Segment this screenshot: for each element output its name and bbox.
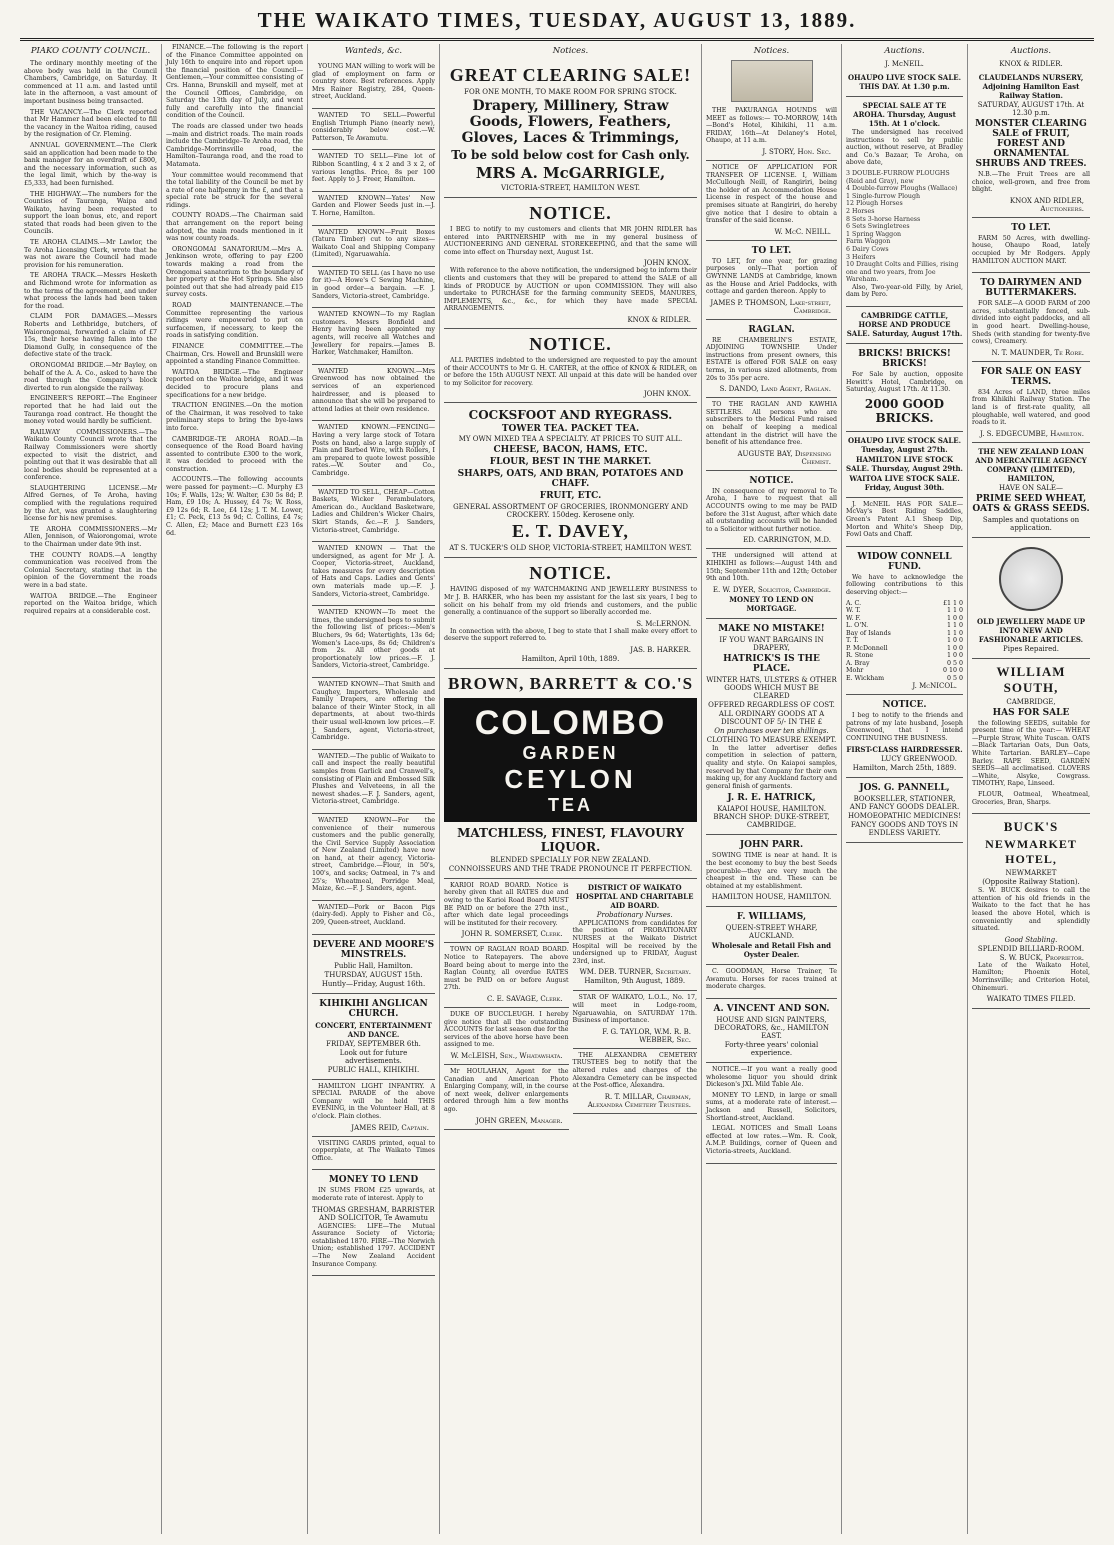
- council-paragraph: WAITOA BRIDGE.—The Engineer reported on the Waitoa bridge, which required repairs at a considerable cost.: [24, 592, 157, 615]
- contribution-amount: 0 10 0: [942, 667, 963, 675]
- wanted-ad-text: YOUNG MAN willing to work will be glad of employment on farm or country store. Best references. Apply Mrs Rainer Registry, 284, Queen-street, Auckland.: [312, 63, 435, 101]
- greenwood-notice: NOTICE. I beg to notify to the friends and patrons of my late husband, Joseph Greenwood, that I intend CONTINUING THE BUSINESS. FIRST-CLASS HAIRDRESSER. LUCY GREENWOOD. Hamilton, March 25th, 1889.: [846, 695, 963, 778]
- cambridge-cattle-sale: CAMBRIDGE CATTLE, HORSE AND PRODUCE SALE. Saturday, August 17th.: [846, 307, 963, 344]
- cemetery-notice: THE ALEXANDRA CEMETERY TRUSTEES beg to notify that the altered rules and charges of the Alexandra Cemetery can be inspected at the Post-office, Alexandra. R. T. MILLAR, Chairman, Alexandra Cemetery Trustees.: [573, 1049, 698, 1114]
- partnership-notice: NOTICE. I BEG to notify to my customers and clients that MR JOHN RIDLER has entered into PARTNERSHIP with me in my general business of AUCTIONEERING AND GENERAL STOREKEEPING, and that the same will come into effect on Thursday next, August 1st. JOHN KNOX. With reference to the above notification, the undersigned beg to inform their clients and customers that they will be prepared to attend the SALE of all kinds of PRODUCE by AUCTION or upon COMMISSION. They will also undertake to PURCHASE for the farming community SEEDS, MANURES, IMPLEMENTS, &c., &c., for which they have made SPECIAL ARRANGEMENTS. KNOX & RIDLER.: [444, 198, 697, 329]
- south-seeds-ad: WILLIAM SOUTH, CAMBRIDGE, HAS FOR SALE the following SEEDS, suitable for present time of the year:— WHEAT—Purple Straw, White Tuscan. OATS—Black Tartarian Oats, Dun Oats, White Tartarian. BARLEY—Cape Barley. RAPE SEED, GARDEN SEEDS—all acclimatised. CLOVERS—White, Alsyke, Cowgrass. TIMOTHY, Rape, Linseed. FLOUR, Oatmeal, Wheatmeal, Groceries, Bran, Sharps.: [972, 659, 1090, 815]
- council-heading: PIAKO COUNTY COUNCIL.: [30, 46, 151, 56]
- ohaupo-sale: OHAUPO LIVE STOCK SALE. THIS DAY. At 1.30 p.m.: [846, 69, 963, 97]
- hound-illustration: [731, 60, 813, 102]
- column-2: [162, 44, 308, 1534]
- mcneil-for-sale: J. McNEIL HAS FOR SALE—McVay's Best Riding Saddles, Green's Patent A.1 Sheep Dip, Morton and White's Sheep Dip, Fowl Oats and Chaff.: [846, 498, 963, 547]
- dyer-notice: THE undersigned will attend at KIHIKIHI as follows:—August 14th and 15th; September 11th and 12th; October 9th and 10th. E. W. DYER, Solicitor, Cambridge. MONEY TO LEND ON MORTGAGE.: [706, 549, 837, 618]
- farm-to-let: TO LET. FARM 50 Acres, with dwelling-house, Ohaupo Road, lately occupied by Mr Rodgers. Apply HAMILTON AUCTION MART.: [972, 218, 1090, 273]
- contributor-name: Mohr: [846, 667, 864, 675]
- council-paragraph: RAILWAY COMMISSIONERS.—The Waikato County Council wrote that the Railway Commissioners were shortly expected to visit the district, and pointing out that it was desirable that all local bodies should be represented at a conference.: [24, 428, 157, 482]
- wanted-ad-text: WANTED KNOWN—Fruit Boxes (Tatura Timber) cut to any sizes—Waikato Coal and Shipping Company (Limited), Ngaruawahia.: [312, 228, 435, 259]
- council-paragraph: FINANCE.—The following is the report of the Finance Committee appointed on July 16th to enquire into and report upon the financial position of the Council—Gentlemen,—Your committee consisting of Crs. Hanna, Brunskill and myself, met at the Council Offices, Cambridge, on Saturday the 13th day of July, and went fully and carefully into the financial condition of the Council.: [166, 44, 303, 120]
- contributor-name: W. T.: [846, 607, 861, 615]
- pork-ad: WANTED—Pork or Bacon Pigs (dairy-fed). Apply to Fisher and Co., 209, Queen-street, Auckland.: [312, 901, 435, 935]
- council-paragraph: WAITOA BRIDGE.—The Engineer reported on the Waitoa bridge, and it was decided to procure plans and specifications for a new bridge.: [166, 368, 303, 399]
- wanted-ad: [312, 542, 435, 606]
- column-6: [842, 44, 968, 1534]
- column-7: [968, 44, 1094, 1534]
- council-paragraph: COUNTY ROADS.—The Chairman said that arrangement on the report being adopted, the main roads mentioned in it was now county roads.: [166, 212, 303, 243]
- columns: [20, 44, 1094, 1534]
- wanted-ad: [312, 267, 435, 308]
- notices-heading: Notices.: [552, 46, 589, 56]
- sale-item: 1 Single-furrow Plough: [846, 192, 921, 200]
- council-paragraph: THE VACANCY.—The Clerk reported that Mr Hammer had been elected to fill the vacancy in the Waitoa riding, caused by the resignation of Cr. Fleming.: [24, 108, 157, 139]
- wanted-ad: [312, 606, 435, 678]
- council-paragraph: TRACTION ENGINES.—On the motion of the Chairman, it was resolved to take preliminary steps to bring the bye-laws into force.: [166, 402, 303, 432]
- clearing-sale-ad: GREAT CLEARING SALE! FOR ONE MONTH, TO MAKE ROOM FOR SPRING STOCK. Drapery, Millinery, Straw Goods, Flowers, Feathers, Gloves, Laces & Trimmings, To be sold below cost for Cash only. MRS A. McGARRIGLE, VICTORIA-STREET, HAMILTON WEST.: [444, 60, 697, 198]
- contribution-row: [846, 637, 963, 645]
- wanted-ad: [312, 421, 435, 485]
- column-5: [702, 44, 842, 1534]
- colombo-tea-banner: COLOMBO GARDEN CEYLON TEA: [444, 698, 697, 822]
- wanted-ads: [312, 60, 435, 901]
- wanted-ad: [312, 60, 435, 109]
- minstrels-ad: DEVERE AND MOORE'S MINSTRELS. Public Hall, Hamilton. THURSDAY, AUGUST 15th. Huntly—Friday, August 16th.: [312, 935, 435, 994]
- nursery-sale: CLAUDELANDS NURSERY, Adjoining Hamilton East Railway Station. SATURDAY, AUGUST 17th. At 12.30 p.m. MONSTER CLEARING SALE of FRUIT, FOREST AND ORNAMENTAL SHRUBS AND TREES. N.B.—The Fruit Trees are all choice, well-grown, and free from blight. KNOX AND RIDLER, Auctioneers.: [972, 69, 1090, 218]
- council-paragraph: The ordinary monthly meeting of the above body was held in the Council Chambers, Cambridge, on Saturday. It commenced at 11 a.m. and lasted until late in the afternoon, a vast amount of important business being transacted.: [24, 60, 157, 105]
- davey-ad: COCKSFOOT AND RYEGRASS. TOWER TEA. PACKET TEA. MY OWN MIXED TEA A SPECIALTY. AT PRICES TO SUIT ALL. CHEESE, BACON, HAMS, ETC. FLOUR, BEST IN THE MARKET. SHARPS, OATS, AND BRAN, POTATOES AND CHAFF. FRUIT, ETC. GENERAL ASSORTMENT OF GROCERIES, IRONMONGERY AND CROCKERY. 150deg. Kerosene only. E. T. DAVEY, AT S. TUCKER'S OLD SHOP, VICTORIA-STREET, HAMILTON WEST.: [444, 403, 697, 558]
- to-let-ad: TO LET. TO LET, for one year, for grazing purposes only—That portion of GWYNNE LANDS at Cambridge, known as the House and Ariel Paddocks, with cottage and garden thereon. Apply to JAMES P. THOMSON, Lake-street, Cambridge.: [706, 241, 837, 320]
- sale-item: 4 Double-furrow Ploughs (Wallace): [846, 185, 958, 193]
- council-paragraph: CLAIM FOR DAMAGES.—Messrs Roberts and Lethbridge, butchers, of Waiorongomai, forwarded a claim of £7 15s, their horse having fallen into the Diamond Gully, in consequence of the defective state of the track.: [24, 313, 157, 359]
- williams-ad: F. WILLIAMS, QUEEN-STREET WHARF, AUCKLAND. Wholesale and Retail Fish and Oyster Dealer.: [706, 907, 837, 965]
- parr-ad: JOHN PARR. SOWING TIME is near at hand. It is the best economy to buy the best Seeds procurable—they are very much the cheapest in the end. These can be obtained at my establishment. HAMILTON HOUSE, HAMILTON.: [706, 835, 837, 907]
- contribution-amount: 1 0 0: [946, 637, 963, 645]
- buccleugh-notice: DUKE OF BUCCLEUGH. I hereby give notice that all the outstanding ACCOUNTS for last season due for the services of the above horse have been assigned to me. W. McLEISH, Sen., Whatawhata.: [444, 1008, 569, 1065]
- council-paragraph: TE AROHA CLAIMS.—Mr Lawlor, the Te Aroha Licensing Clerk, wrote that he was not aware the Council had made provision for his remuneration.: [24, 239, 157, 269]
- upcoming-sales: OHAUPO LIVE STOCK SALE. Tuesday, August 27th. HAMILTON LIVE STOCK SALE. Thursday, August 29th. WAITOA LIVE STOCK SALE. Friday, August 30th.: [846, 432, 963, 498]
- te-aroha-sale: SPECIAL SALE AT TE AROHA. Thursday, August 15th. At 1 o'clock. The undersigned has received instructions to sell by public auction, without reserve, at Bradley and Co.'s Bazaar, Te Aroha, on above date, 3 DOUBLE-FURROW PLOUGHS (Reid and Gray), new 4 Double-furrow Ploughs (Wallace) 1 Single-furrow Plough 12 Plough Horses 2 Horses 8 Sets 3-horse Harness 6 Sets Swingletrees 1 Spring Waggon Farm Waggon 6 Dairy Cows 3 Heifers 10 Draught Colts and Fillies, rising one and two years, from Joe Wareham. Also, Two-year-old Filly, by Ariel, dam by Pero.: [846, 97, 963, 307]
- council-paragraph: ORONGOMAI SANATORIUM.—Mrs A. Jenkinson wrote, offering to pay £200 towards making a road from the Orongomai sanatorium to the boundary of her property at the Hot Springs. She also pointed out that she had already paid £15 survey costs.: [166, 245, 303, 299]
- council-paragraph: CAMBRIDGE–TE AROHA ROAD.—In consequence of the Road Board having assented to contribute £300 to the work, it was decided to proceed with the construction.: [166, 435, 303, 473]
- jeweller-ad: OLD JEWELLERY MADE UP INTO NEW AND FASHIONABLE ARTICLES. Pipes Repaired.: [972, 538, 1090, 659]
- council-paragraph: ACCOUNTS.—The following accounts were passed for payment:—C. Murphy £3 10s; F. Walls, 12s; W. Walter, £30 5s 8d; P. Ham, £9 10s; A. Hussey, £4 7s; W. Ross, £9 12s 6d; R. Lee, £4 12s; J. T. M. Lower, £1; C. Peck, £13 5s 9d; C. Collins, £4 7s; C. Allen, £2; Mace and Burnett £23 16s 6d.: [166, 476, 303, 537]
- widow-fund: WIDOW CONNELL FUND. We have to acknowledge the following contributions to this deserving object:— A. C. £1 1 0 W. T. 1 1 0 W. F. 1 0 0 L. O'N. 1 1 0 Bay of Islands 1 1 0 T. T. 1 0 0 P. McDonnell 1 0 0 R. Stone 1 0 0 A. Bray 0 5 0 Mohr 0 10 0 E. Wickham 0 5 0 J. McNICOL.: [846, 547, 963, 695]
- wanteds-heading: Wanteds, &c.: [344, 46, 403, 56]
- contributor-name: Bay of Islands: [846, 629, 891, 637]
- council-paragraph: THE COUNTY ROADS.—A lengthy communication was received from the Colonial Secretary, stating that in the opinion of the Government the roads were in a bad state.: [24, 551, 157, 589]
- contribution-row: [846, 600, 963, 608]
- notices-heading-2: Notices.: [753, 46, 790, 56]
- board-notices: [444, 879, 697, 1130]
- contributor-name: W. F.: [846, 614, 861, 622]
- contribution-amount: 1 0 0: [946, 614, 963, 622]
- wanted-ad-text: WANTED KNOWN—Yates' New Garden and Flower Seeds just in.—J. T. Horne, Hamilton.: [312, 194, 435, 217]
- visiting-cards-ad: VISITING CARDS printed, equal to copperplate, at The Waikato Times Office.: [312, 1137, 435, 1171]
- knox-ridler-name: KNOX & RIDLER.: [999, 60, 1063, 68]
- contribution-amount: 0 5 0: [946, 674, 963, 682]
- hounds-notice: THE PAKURANGA HOUNDS will MEET as follows:— TO-MORROW, 14th—Bond's Hotel, Kihikihi, 11 a.m. FRIDAY, 16th—At Delaney's Hotel, Ohaupo, at 11 a.m. J. STORY, Hon. Sec.: [706, 104, 837, 161]
- easy-terms-sale: FOR SALE ON EASY TERMS. 834 Acres of LAND, three miles from Kihikihi Railway Station. The land is of first-rate quality, all ploughable, well watered, and good roads to it. J. S. EDGECUMBE, Hamilton.: [972, 362, 1090, 443]
- goodman-ad: C. GOODMAN, Horse Trainer, Te Awamutu. Horses for races trained at moderate charges.: [706, 965, 837, 999]
- council-paragraph: FINANCE COMMITTEE.—The Chairman, Crs. Howell and Brunskill were appointed a standing Finance Committee.: [166, 342, 303, 366]
- council-report-continued: [166, 44, 303, 537]
- license-notice: NOTICE OF APPLICATION FOR TRANSFER OF LICENSE. I, William McCullough Neill, of Rangiriri, being the holder of an Accommodation House License in respect of the house and premises situate at Rangiriri, do hereby give notice that I desire to obtain a transfer of the said license. W. McC. NEILL.: [706, 161, 837, 241]
- wanted-ad-text: WANTED TO SELL—Powerful English Triumph Piano (nearly new), considerably below cost.—W. Patterson, Te Awamutu.: [312, 111, 435, 142]
- contributor-name: P. McDonnell: [846, 644, 888, 652]
- watchmaking-notice: NOTICE. HAVING disposed of my WATCHMAKING AND JEWELLERY BUSINESS to Mr J. B. HARKER, who has been my assistant for the last six years, I beg to solicit on his behalf from my old friends and customers, and the public generally, a continuance of the support so liberally accorded me. S. McLERNON. In connection with the above, I beg to state that I shall make every effort to deserve the support referred to. JAS. B. HARKER. Hamilton, April 10th, 1889.: [444, 558, 697, 669]
- contribution-row: [846, 660, 963, 668]
- contribution-row: [846, 667, 963, 675]
- accounts-notice: NOTICE. ALL PARTIES indebted to the undersigned are requested to pay the amount of their ACCOUNTS to Mr G. H. CARTER, at the office of KNOX & RIDLER, on or before the 15th AUGUST NEXT. All unpaid at this date will be handed over to my Solicitor for recovery. JOHN KNOX.: [444, 329, 697, 403]
- karioi-notice: KARIOI ROAD BOARD. Notice is hereby given that all RATES due and owing to the Karioi Road Board MUST BE PAID on or before the 27th inst., after which date legal proceedings will be instituted for their recovery. JOHN R. SOMERSET, Clerk.: [444, 879, 569, 944]
- wanted-ad-text: WANTED TO SELL, CHEAP—Cotton Baskets, Wicker Perambulators, American do., Auckland Basketware, Ladies and Children's Wicker Chairs, Skirt Stands, &c.—F. J. Sanders, Victoria-street, Cambridge.: [312, 488, 435, 534]
- houlahan-notice: Mr HOULAHAN, Agent for the Canadian and American Photo Enlarging Company, will, in the course of next week, deliver enlargements ordered through him a few months ago. JOHN GREEN, Manager.: [444, 1065, 569, 1130]
- wanted-ad: [312, 814, 435, 901]
- wanted-ad: [312, 192, 435, 226]
- wanted-ad: [312, 365, 435, 422]
- sale-item: 6 Sets Swingletrees: [846, 223, 910, 231]
- misc-notices: NOTICE.—If you want a really good wholesome liquor you should drink Dickeson's JXL Mild Table Ale. MONEY TO LEND, in large or small sums, at a moderate rate of interest.—Jackson and Russell, Solicitors, Shortland-street, Auckland. LEGAL NOTICES and Small Loans effected at low rates.—Wm. R. Cook, A.M.P. Buildings, corner of Queen and Victoria-streets, Auckland.: [706, 1063, 837, 1164]
- lodge-notice: STAR OF WAIKATO, L.O.L., No. 17, will meet in Lodge-room, Ngaruawahia, on SATURDAY 17th. Business of importance. F. G. TAYLOR, W.M. R. B. WEBBER, Sec.: [573, 991, 698, 1048]
- sale-item: 1 Spring Waggon: [846, 230, 902, 238]
- contribution-amount: 0 5 0: [946, 659, 963, 667]
- contribution-row: [846, 615, 963, 623]
- contribution-amount: 1 1 0: [946, 607, 963, 615]
- auctions-heading: Auctions.: [884, 46, 925, 56]
- wanted-ad: [312, 486, 435, 543]
- contributor-name: E. Wickham: [846, 674, 885, 682]
- council-paragraph: TE AROHA TRACK.—Messrs Hesketh and Richmond wrote for information as to the terms of the agreement, and under what process the lands had been taken for the road.: [24, 272, 157, 310]
- sale-item: 6 Dairy Cows: [846, 245, 889, 253]
- wanted-ad: [312, 678, 435, 750]
- contribution-row: [846, 645, 963, 653]
- masthead: [20, 8, 1094, 41]
- council-paragraph: Your committee would recommend that the total liability of the Council be met by a rate of one halfpenny in the £, and that a special rate be struck for the several ridings.: [166, 171, 303, 209]
- contribution-amount: £1 1 0: [942, 599, 963, 607]
- auctions-heading-2: Auctions.: [1010, 46, 1052, 56]
- wanted-ad-text: WANTED KNOWN—That Smith and Caughey, Importers, Wholesale and Family Drapers, are offering the balance of their Winter Stock, in all departments, at about two-thirds their usual well-known low prices.—F. J. Sanders, agent, Victoria-street, Cambridge.: [312, 681, 435, 742]
- mcneil-name: J. McNEIL.: [885, 60, 924, 68]
- wanted-ad: [312, 150, 435, 191]
- contribution-row: [846, 675, 963, 683]
- contribution-row: [846, 630, 963, 638]
- council-paragraph: ANNUAL GOVERNMENT.—The Clerk said an application had been made to the bank manager for an overdraft of £800, and the necessary information, such as the legal limit, which by the-way is £5,333, had been furnished.: [24, 141, 157, 187]
- wanted-ad-text: WANTED TO SELL—Fine lot of Ribbon Scantling, 4 x 2 and 3 x 2, of various lengths. Price, 8s per 100 feet. Apply to J. Freer, Hamilton.: [312, 153, 435, 184]
- money-to-lend-ad: MONEY TO LEND IN SUMS FROM £25 upwards, at moderate rate of interest. Apply to THOMAS GRESHAM, BARRISTER AND SOLICITOR, Te Awamutu AGENCIES: LIFE—The Mutual Assurance Society of Victoria; established 1870. FIRE—The Norwich Union; established 1797. ACCIDENT—The New Zealand Accident Insurance Company.: [312, 1170, 435, 1276]
- sale-item: 3 DOUBLE-FURROW PLOUGHS (Reid and Gray), new: [846, 169, 950, 185]
- sale-items-list: [846, 170, 963, 284]
- council-report: [24, 60, 157, 615]
- wanted-ad-text: WANTED KNOWN—To meet the times, the undersigned begs to submit the following list of prices:—Men's Bluchers, 9s 6d; Watertights, 13s 6d; Women's Lace-ups, 8s 6d; Children's from 2s. All other goods at proportionately low prices.—F. J. Sanders, Victoria-street, Cambridge.: [312, 609, 435, 670]
- column-1: [20, 44, 162, 1534]
- wanted-ad-text: WANTED KNOWN — That the undersigned, as agent for Mr J. A. Cooper, Victoria-street, Auckland, takes measures for every description of Hats and Caps. Ladies and Gents' own materials made up.—F. J. Sanders, Victoria-street, Cambridge.: [312, 545, 435, 598]
- bricks-sale: BRICKS! BRICKS! BRICKS! For Sale by auction, opposite Hewitt's Hotel, Cambridge, on Saturday, August 17th. At 11.30. 2000 GOOD BRICKS.: [846, 344, 963, 432]
- contributor-name: L. O'N.: [846, 622, 869, 630]
- contribution-amount: 1 1 0: [946, 629, 963, 637]
- council-paragraph: The roads are classed under two heads—main and district roads. The main roads include the Cambridge–Te Aroha road, the Cambridge–Morrinsville road, the Hamilton–Tauranga road, and the road to Matamata.: [166, 122, 303, 168]
- council-paragraph: THE HIGHWAY.—The numbers for the Counties of Tauranga, Waipa and Waikato, having been requested to support the loan bonus, etc, and report stated that roads had been given to the Councils.: [24, 190, 157, 236]
- dairy-farm-sale: TO DAIRYMEN AND BUTTERMAKERS. FOR SALE—A GOOD FARM of 200 acres, substantially fenced, sub-divided into eight paddocks, and all in good heart. Dwelling-house, Sheds (with standing for twenty-five cows), Creamery. N. T. MAUNDER, Te Rore.: [972, 273, 1090, 362]
- infantry-ad: HAMILTON LIGHT INFANTRY. A SPECIAL PARADE of the above Company will be held THIS EVENING, in the Volunteer Hall, at 8 o'clock. Plain clothes. JAMES REID, Captain.: [312, 1080, 435, 1137]
- masthead-title: THE WAIKATO TIMES, TUESDAY, AUGUST 13, 1889.: [257, 8, 857, 32]
- wanted-ad-text: WANTED KNOWN—For the convenience of their numerous customers and the public generally, the Civil Service Supply Association of New Zealand (Limited) have now on hand, at their agency, Victoria-street, Cambridge.—Flour, in 50's, 100's, and sacks; Oatmeal, in 7's and 25's; Wheatmeal, Porridge Meal, Maize, &c.—F. J. Sanders, agent.: [312, 816, 435, 893]
- contribution-row: [846, 652, 963, 660]
- wanted-ad-text: WANTED KNOWN.—FENCING—Having a very large stock of Totara Posts on hand, also a large supply of Plain and Barbed Wire, with Rollers, I am prepared to quote lowest possible rates.—W. Souter and Co., Cambridge.: [312, 424, 435, 477]
- wanted-ad: [312, 308, 435, 365]
- sale-item: 8 Sets 3-horse Harness: [846, 215, 921, 223]
- council-paragraph: TE AROHA COMMISSIONERS.—Mr Allen, Jennison, of Waiorongomai, wrote to the Chairman under date 9th inst.: [24, 525, 157, 549]
- raglan-road-board-notice: TOWN OF RAGLAN ROAD BOARD. Notice to Ratepayers. The above Board being about to merge into the Raglan County, all overdue RATES must be PAID on or before August 27th. C. E. SAVAGE, Clerk.: [444, 943, 569, 1008]
- loan-agency-ad: THE NEW ZEALAND LOAN AND MERCANTILE AGENCY COMPANY (LIMITED), HAMILTON, HAVE ON SALE— PRIME SEED WHEAT, OATS & GRASS SEEDS. Samples and quotations on application.: [972, 443, 1090, 538]
- sale-item: 10 Draught Colts and Fillies, rising one and two years, from Joe Wareham.: [846, 261, 959, 284]
- contribution-row: [846, 622, 963, 630]
- council-paragraph: ROAD MAINTENANCE.—The Committee representing the various ridings were empowered to put on surfacemen, if necessary, to keep the roads in satisfying condition.: [166, 302, 303, 340]
- contributor-name: T. T.: [846, 637, 859, 645]
- wanted-ad: [312, 226, 435, 267]
- contribution-list: [846, 600, 963, 683]
- raglan-estate-ad: RAGLAN. RE CHAMBERLIN'S ESTATE, ADJOINING TOWNSHIP. Under instructions from present owners, this ESTATE is offered FOR SALE on easy terms, in various sized allotments, from 20s to 35s per acre. S. DANDO, Land Agent, Raglan.: [706, 320, 837, 399]
- kihikihi-concert-ad: KIHIKIHI ANGLICAN CHURCH. CONCERT, ENTERTAINMENT AND DANCE. FRIDAY, SEPTEMBER 6th. Look out for future advertisements. PUBLIC HALL, KIHIKIHI.: [312, 994, 435, 1080]
- contribution-amount: 1 1 0: [946, 622, 963, 630]
- wanted-ad-text: WANTED.—The public of Waikato to call and inspect the really beautiful samples from Garlick and Cranwell's, consisting of Plain and Embossed Silk Plushes and Velveteens, in all the newest shades.—F. J. Sanders, agent, Victoria-street, Cambridge.: [312, 752, 435, 806]
- column-3: [308, 44, 440, 1534]
- vincent-ad: A. VINCENT AND SON. HOUSE AND SIGN PAINTERS, DECORATORS, &c., HAMILTON EAST. Forty-three years' colonial experience.: [706, 999, 837, 1063]
- column-4: [440, 44, 702, 1534]
- council-paragraph: ENGINEER'S REPORT.—The Engineer reported that he had laid out the Tauranga road contract. He thought the money voted would hardly be sufficient.: [24, 395, 157, 426]
- contributor-name: A. Bray: [846, 659, 870, 667]
- watch-illustration: [999, 547, 1063, 611]
- kawhia-notice: TO THE RAGLAN AND KAWHIA SETTLERS. All persons who are subscribers to the Medical Fund raised on behalf of keeping a medical attendant in the district will have the benefit of his attendance free. AUGUSTE BAY, Dispensing Chemist.: [706, 398, 837, 471]
- pannell-ad: JOS. G. PANNELL, BOOKSELLER, STATIONER, AND FANCY GOODS DEALER. HOMOEOPATHIC MEDICINES! FANCY GOODS AND TOYS IN ENDLESS VARIETY.: [846, 778, 963, 843]
- council-paragraph: SLAUGHTERING LICENSE.—Mr Alfred Gernes, of Te Aroha, having complied with the regulations required by the Act, was granted a slaughtering license for his new premises.: [24, 484, 157, 523]
- council-paragraph: ORONGOMAI BRIDGE.—Mr Bayley, on behalf of the A. A. Co., asked to have the road through the Company's block diverted to run alongside the railway.: [24, 361, 157, 392]
- wanted-ad-text: WANTED KNOWN.—Mrs Greenwood has now obtained the services of an experienced hairdresser, and is pleased to announce that she will be prepared to attend ladies at their own residence.: [312, 367, 435, 413]
- contribution-amount: 1 0 0: [946, 644, 963, 652]
- wanted-ad-text: WANTED TO SELL (as I have no use for it)—A Howe's C Sewing Machine, in good order—a bargain. —F. J. Sanders, Victoria-street, Cambridge.: [312, 269, 435, 300]
- sale-item: 3 Heifers: [846, 253, 876, 261]
- wanted-ad-text: WANTED KNOWN—To my Raglan customers. Messrs Bonfield and Henry having been appointed my agents, will receive all Watches and Jewellery for repairs.—James B. Harker, Watchmaker, Hamilton.: [312, 311, 435, 357]
- sale-item: 12 Plough Horses: [846, 200, 903, 208]
- colombo-tea-ad: BROWN, BARRETT & CO.'S COLOMBO GARDEN CEYLON TEA MATCHLESS, FINEST, FLAVOURY LIQUOR. BLENDED SPECIALLY FOR NEW ZEALAND. CONNOISSEURS AND THE TRADE PRONOUNCE IT PERFECTION.: [444, 669, 697, 879]
- wanted-ad: [312, 109, 435, 150]
- carrington-notice: NOTICE. IN consequence of my removal to Te Aroha, I have to request that all ACCOUNTS owing to me may be PAID before the 31st August, after which date all outstanding accounts will be handed to a Solicitor without further notice. ED. CARRINGTON, M.D.: [706, 471, 837, 550]
- newmarket-hotel-ad: BUCK'S NEWMARKET HOTEL, NEWMARKET (Opposite Railway Station). S. W. BUCK desires to call the attention of his old friends in the Waikato to the fact that he has leased the above Hotel, which is conveniently and splendidly situated. Good Stabling. SPLENDID BILLIARD-ROOM. S. W. BUCK, Proprietor. Late of the Waikato Hotel, Hamilton; Phoenix Hotel, Morrinsville; and Criterion Hotel, Ohinemuri. WAIKATO TIMES FILED.: [972, 814, 1090, 1009]
- contributor-name: A. C.: [846, 599, 862, 607]
- sale-item: Farm Waggon: [846, 238, 891, 246]
- hospital-notice: DISTRICT OF WAIKATO HOSPITAL AND CHARITABLE AID BOARD. Probationary Nurses. APPLICATIONS from candidates for the position of PROBATIONARY NURSES at the Waikato District Hospital will be received by the undersigned up to FRIDAY, August 23rd, inst. WM. DEB. TURNER, Secretary. Hamilton, 9th August, 1889.: [573, 879, 698, 992]
- hatrick-ad: MAKE NO MISTAKE! IF YOU WANT BARGAINS IN DRAPERY, HATRICK'S IS THE PLACE. WINTER HATS, ULSTERS & OTHER GOODS WHICH MUST BE CLEARED OFFERED REGARDLESS OF COST. ALL ORDINARY GOODS AT A DISCOUNT OF 5/- IN THE £ On purchases over ten shillings. CLOTHING TO MEASURE EXEMPT. In the latter advertiser defies competition in selection of pattern, quality and style. On Kaiapoi samples, reserved by that Company for their own making up, for any Auckland factory and general finish of garments. J. R. E. HATRICK, KAIAPOI HOUSE, HAMILTON. BRANCH SHOP: DUKE-STREET, CAMBRIDGE.: [706, 619, 837, 836]
- contribution-row: [846, 607, 963, 615]
- contribution-amount: 1 0 0: [946, 652, 963, 660]
- wanted-ad: [312, 750, 435, 814]
- sale-item: 2 Horses: [846, 207, 875, 215]
- contributor-name: R. Stone: [846, 652, 874, 660]
